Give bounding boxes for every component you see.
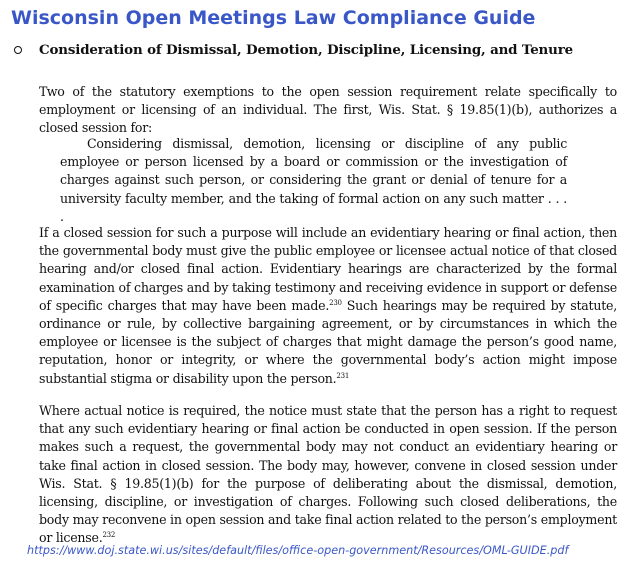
paragraph-text: Where actual notice is required, the notice must state that the person has a right to request that any such evidentiary hearing or final action be conducted in open session. If the person makes such a request, the governmental body may not conduct an evidentiary hearing or take final action in closed session. The body may, however, convene in closed session under Wis. Stat. § 19.85(1)(b) for the purpose of deliberating about the dismissal, demotion, licensing, discipline, or investigation of charges. Following such closed deliberations, the body may reconvene in open session and take final action related to the person’s employment or license.	[39, 403, 617, 546]
section-heading-row	[0, 41, 641, 63]
section-heading: Consideration of Dismissal, Demotion, Discipline, Licensing, and Tenure	[39, 42, 574, 58]
footnote-230[interactable]: 230	[329, 298, 342, 307]
paragraph-text: Such hearings may be required by statute, ordinance or rule, by collective bargaining agreement, or by circumstances in which the employee or licensee is the subject of charges that might damage the person’s good name, reputation, honor or integrity, or where the governmental body’s action might impose substantial stigma or disability upon the person.	[39, 297, 617, 386]
footnote-231[interactable]: 231	[336, 371, 350, 380]
evidentiary-hearing-paragraph	[39, 224, 617, 388]
hollow-bullet-icon	[14, 46, 22, 54]
footnote-232[interactable]: 232	[102, 531, 116, 540]
source-url-link[interactable]: https://www.doj.state.wi.us/sites/default/files/office-open-government/Resources/OML-GUIDE.pdf	[27, 544, 569, 557]
page-title: Wisconsin Open Meetings Law Compliance Guide	[11, 7, 536, 29]
intro-paragraph: Two of the statutory exemptions to the open session requirement relate specifically to employment or licensing of an individual. The first, Wis. Stat. § 19.85(1)(b), authorizes a closed session for:	[39, 84, 617, 136]
actual-notice-paragraph	[39, 402, 617, 548]
paragraph-text: If a closed session for such a purpose will include an evidentiary hearing or final action, then the governmental body must give the public employee or licensee actual notice of that closed hearing and/or closed final action. Evidentiary hearings are characterized by the formal examination of charges and by taking testimony and receiving evidence in support or defense of specific charges that may have been made.	[39, 225, 617, 313]
statute-block-quote: Considering dismissal, demotion, licensing or discipline of any public employee or person licensed by a board or commission or the investigation of charges against such person, or considering the grant or denial of tenure for a university faculty member, and the taking of formal action on any such matter . . . .	[60, 136, 567, 224]
document-section	[0, 41, 641, 546]
